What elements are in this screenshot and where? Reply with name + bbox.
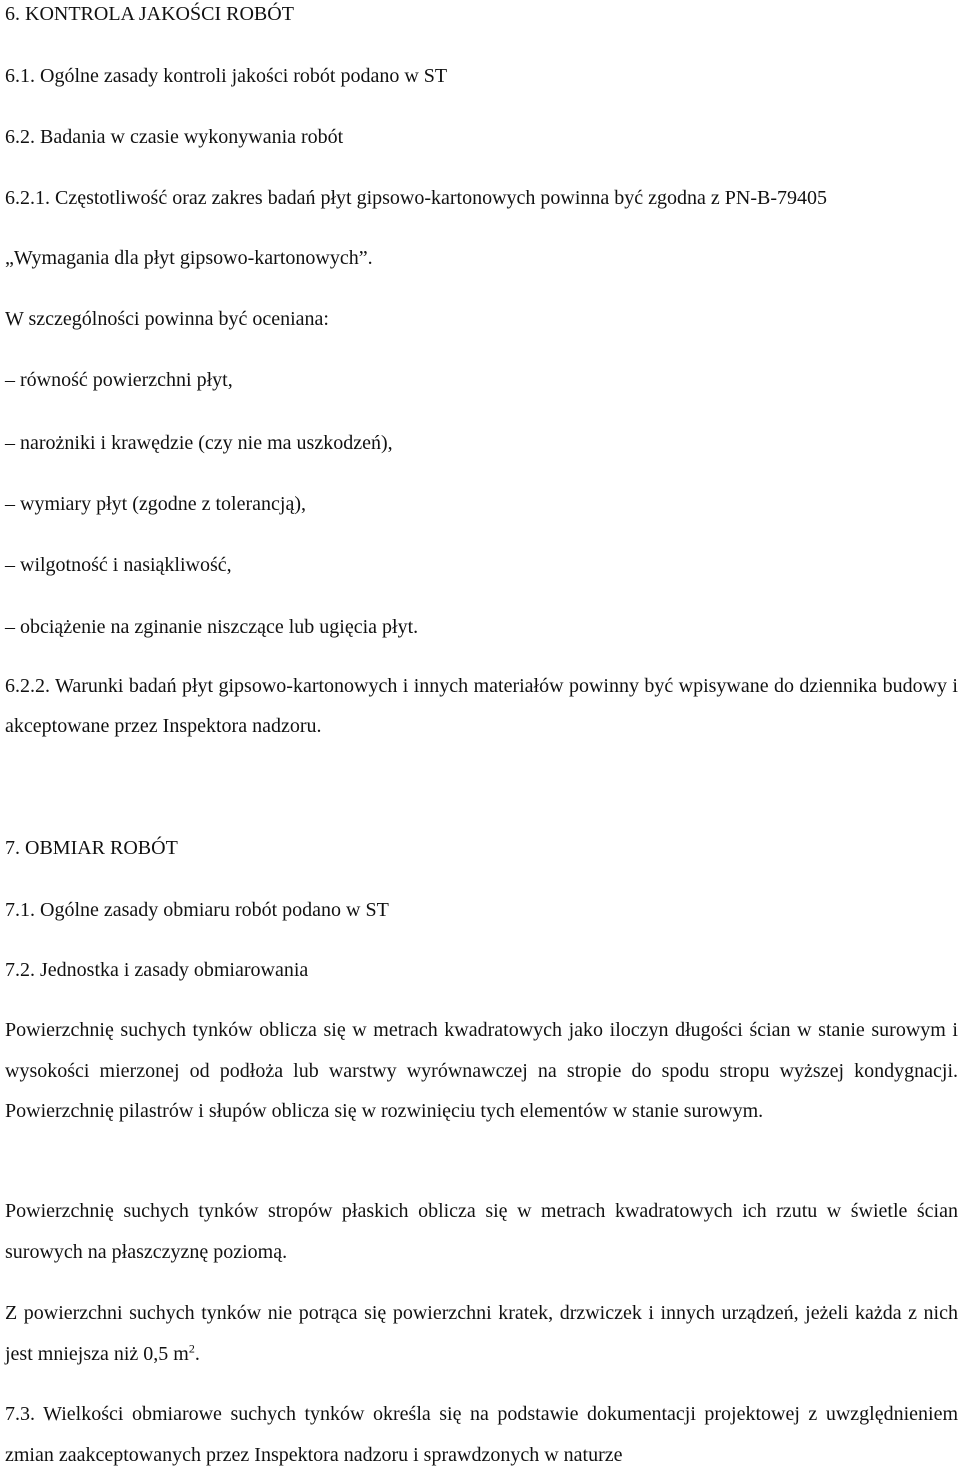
paragraph-deductions [5,1293,958,1374]
superscript-2: 2 [188,1340,195,1355]
section-7-3: 7.3. Wielkości obmiarowe suchych tynków określa się na podstawie dokumentacji projektowej z uwzględnieniem zmian zaakceptowanych przez Inspektora nadzoru i sprawdzonych w naturze [5,1403,958,1466]
intro-text: W szczególności powinna być oceniana: [5,308,329,330]
section-7-2: 7.2. Jednostka i zasady obmiarowania [5,959,309,981]
section-6-2: 6.2. Badania w czasie wykonywania robót [5,126,344,148]
paragraph-deductions-end: . [194,1342,200,1365]
list-item: – równość powierzchni płyt, [5,369,233,391]
section-7-1: 7.1. Ogólne zasady obmiaru robót podano w ST [5,899,389,921]
list-item: – wilgotność i nasiąkliwość, [5,554,232,576]
section-6-heading: 6. KONTROLA JAKOŚCI ROBÓT [5,3,294,25]
section-7-heading: 7. OBMIAR ROBÓT [5,837,178,859]
section-6-2-2: 6.2.2. Warunki badań płyt gipsowo-kartonowych i innych materiałów powinny być wpisywane do dziennika budowy i akceptowane przez Inspektora nadzoru. [5,675,958,737]
paragraph-ceilings: Powierzchnię suchych tynków stropów płaskich oblicza się w metrach kwadratowych ich rzutu w świetle ścian surowych na płaszczyznę poziomą. [5,1200,958,1263]
section-6-2-1-line-2: „Wymagania dla płyt gipsowo-kartonowych”. [5,247,373,269]
paragraph-walls: Powierzchnię suchych tynków oblicza się w metrach kwadratowych jako iloczyn długości ścian w stanie surowym i wysokości mierzonej od podłoża lub warstwy wyrównawczej na stropie do spodu stropu wyższej kondygnacji. Powierzchnię pilastrów i słupów oblicza się w rozwinięciu tych elementów w stanie surowym. [5,1019,958,1122]
list-item: – obciążenie na zginanie niszczące lub ugięcia płyt. [5,616,419,638]
paragraph-deductions-text: Z powierzchni suchych tynków nie potrąca się powierzchni kratek, drzwiczek i innych urządzeń, jeżeli każda z nich jest mniejsza niż 0,5 m [5,1302,958,1365]
list-item: – wymiary płyt (zgodne z tolerancją), [5,493,306,515]
section-6-2-1-line-1: 6.2.1. Częstotliwość oraz zakres badań płyt gipsowo-kartonowych powinna być zgodna z PN-B-79405 [5,187,828,209]
list-item: – narożniki i krawędzie (czy nie ma uszkodzeń), [5,432,393,454]
section-6-1: 6.1. Ogólne zasady kontroli jakości robót podano w ST [5,65,448,87]
